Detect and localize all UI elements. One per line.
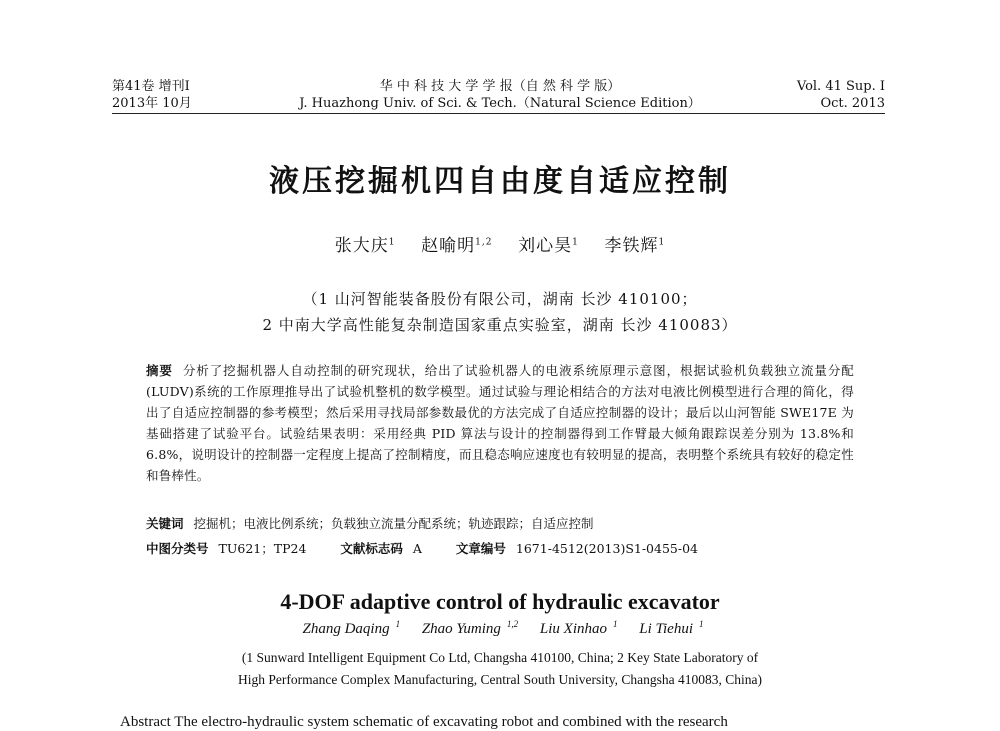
affiliation-en-1: (1 Sunward Intelligent Equipment Co Ltd, Changsha 410100, China; 2 Key State Laboratory of xyxy=(241,650,759,665)
keywords-cn xyxy=(146,514,594,532)
header-rule xyxy=(112,113,885,114)
abstract-en: Abstract The electro-hydraulic system schematic of excavating robot and combined with the research xyxy=(120,714,728,730)
journal-name-en: J. Huazhong Univ. of Sci. & Tech.（Natural Science Edition） xyxy=(299,96,701,111)
affiliation-cn-1: （1 山河智能装备股份有限公司，湖南 长沙 410100； xyxy=(302,290,698,308)
abstract-cn xyxy=(146,360,854,486)
author: 李铁辉$^1$ xyxy=(604,236,666,256)
author: 赵喻明$^{1,2}$ xyxy=(421,236,493,256)
date-en: Oct. 2013 xyxy=(820,96,885,111)
paper-title-en: 4-DOF adaptive control of hydraulic excavator xyxy=(280,589,720,614)
author: 刘心昊$^1$ xyxy=(518,236,579,256)
abstract-text: 分析了挖掘机器人自动控制的研究现状，给出了试验机器人的电液系统原理示意图，根据试验机负载独立流量分配(LUDV)系统的工作原理推导出了试验机整机的数学模型。通过试验与理论相结合的方法对电液比例模型进行合理的简化，得出了自适应控制器的参考模型；然后采用寻找局部参数最优的方法完成了自适应控制器的设计；最后以山河智能 SWE17E 为基础搭建了试验平台。试验结果表明：采用经典 PID 算法与设计的控制器得到工作臂最大倾角跟踪误差分别为 13.8%和 6.8%，说明设计的控制器一定程度上提高了控制精度，而且稳态响应速度也有较明显的提高，表明整个系统具有较好的稳定性和鲁棒性。 xyxy=(146,363,854,483)
author: Liu Xinhao $^1$ xyxy=(539,619,618,637)
journal-name-cn: 华 中 科 技 大 学 学 报（自 然 科 学 版） xyxy=(379,79,621,94)
volume-issue: 第41卷 增刊Ⅰ xyxy=(112,79,190,94)
article-id-label: 文章编号 xyxy=(455,541,506,556)
clc-label: 中图分类号 xyxy=(146,541,209,556)
article-id-value: 1671-4512(2013)S1-0455-04 xyxy=(515,541,698,556)
keywords-text: 挖掘机；电液比例系统；负载独立流量分配系统；轨迹跟踪；自适应控制 xyxy=(193,516,594,531)
author: Zhao Yuming $^{1,2}$ xyxy=(421,619,519,637)
affiliation-cn-2: 2 中南大学高性能复杂制造国家重点实验室，湖南 长沙 410083） xyxy=(262,316,738,334)
affiliation-en-2: High Performance Complex Manufacturing, Central South University, Changsha 410083, China) xyxy=(237,672,763,687)
doc-code-label: 文献标志码 xyxy=(340,541,403,556)
paper-title-cn: 液压挖掘机四自由度自适应控制 xyxy=(269,164,731,199)
author: 张大庆$^1$ xyxy=(334,236,396,256)
abstract-label: 摘要 xyxy=(146,363,173,378)
doc-code-value: A xyxy=(412,541,422,556)
clc-value: TU621；TP24 xyxy=(218,541,307,556)
year-month: 2013年 10月 xyxy=(112,96,192,111)
author: Li Tiehui $^1$ xyxy=(639,619,704,637)
journal-volume-en xyxy=(760,78,885,112)
authors-cn xyxy=(0,231,1000,256)
volume-en: Vol. 41 Sup. Ⅰ xyxy=(796,79,885,94)
authors-en xyxy=(0,621,1000,638)
classification-row xyxy=(146,539,698,557)
author: Zhang Daqing $^1$ xyxy=(302,619,401,637)
keywords-label: 关键词 xyxy=(146,516,184,531)
